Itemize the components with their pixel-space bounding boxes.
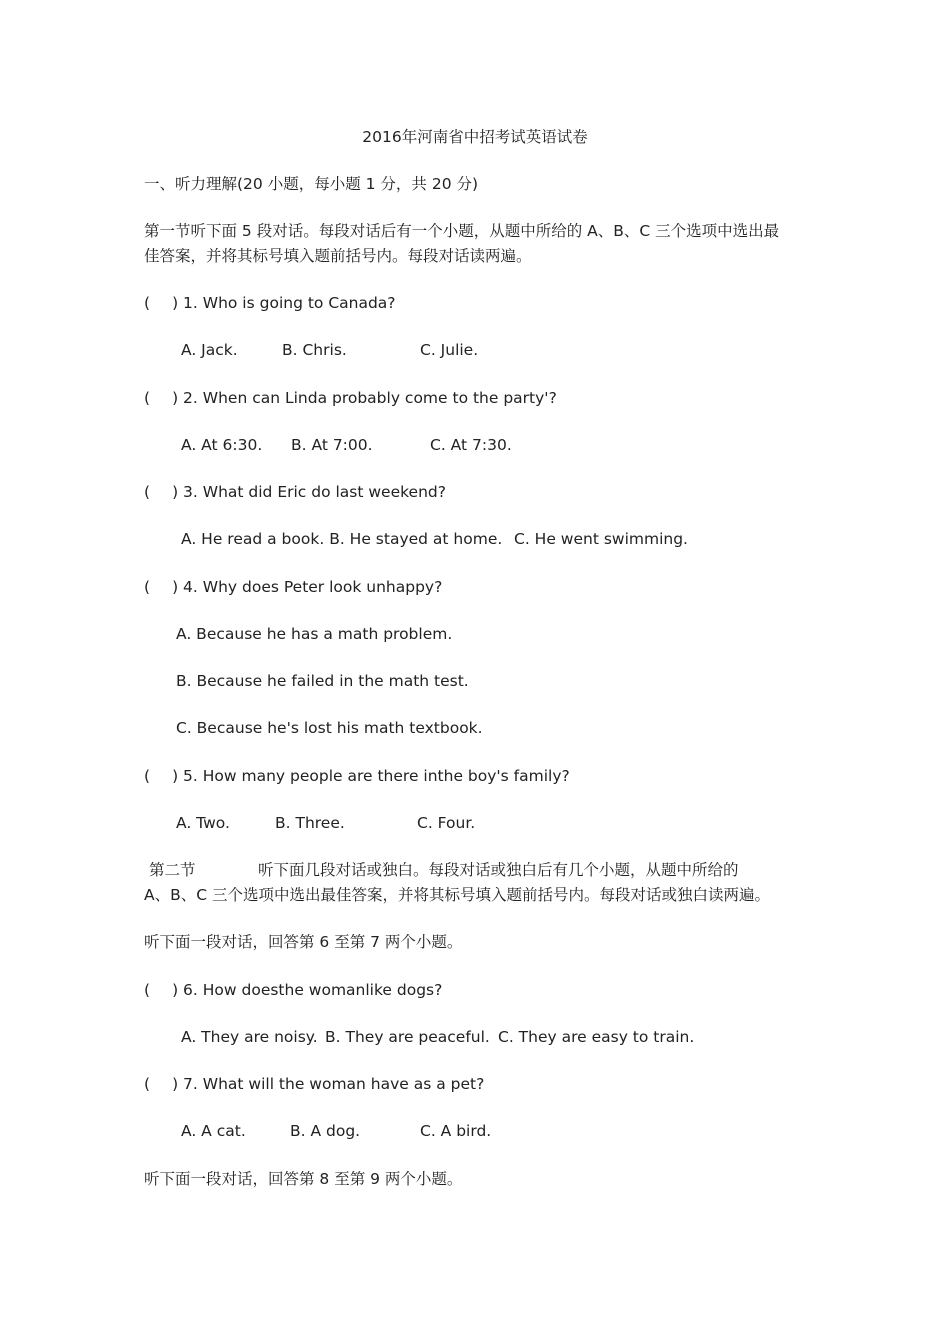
option-a: A. A cat. xyxy=(181,1122,246,1140)
question-2 xyxy=(144,386,557,410)
part1-instruction-line2: 佳答案，并将其标号填入题前括号内。每段对话读两遍。 xyxy=(144,247,532,265)
dialog-instruction-8-9: 听下面一段对话，回答第 8 至第 9 两个小题。 xyxy=(144,1170,463,1188)
answer-bracket-open: ( xyxy=(144,483,151,501)
part2-instruction-line2: A、B、C 三个选项中选出最佳答案，并将其标号填入题前括号内。每段对话或独白读两遍。 xyxy=(144,886,770,904)
page-title: 2016年河南省中招考试英语试卷 xyxy=(362,128,588,146)
option-b: B. A dog. xyxy=(290,1122,361,1140)
question-text: ) 5. How many people are there inthe boy's family? xyxy=(172,767,570,785)
option-c: C. Because he's lost his math textbook. xyxy=(176,719,483,737)
option-c: C. A bird. xyxy=(420,1122,492,1140)
option-b: B. At 7:00. xyxy=(291,436,373,454)
option-b: B. Because he failed in the math test. xyxy=(176,672,469,690)
question-7 xyxy=(144,1072,484,1096)
question-5 xyxy=(144,764,570,788)
question-4 xyxy=(144,575,442,599)
dialog-instruction-6-7: 听下面一段对话，回答第 6 至第 7 两个小题。 xyxy=(144,933,463,951)
option-c: C. They are easy to train. xyxy=(498,1028,695,1046)
part1-instruction-line1: 第一节听下面 5 段对话。每段对话后有一个小题，从题中所给的 A、B、C 三个选项中选出最 xyxy=(144,222,780,240)
option-c: C. At 7:30. xyxy=(430,436,512,454)
question-6 xyxy=(144,978,442,1002)
option-b: B. They are peaceful. xyxy=(325,1028,490,1046)
option-c: C. He went swimming. xyxy=(514,530,688,548)
answer-bracket-open: ( xyxy=(144,578,151,596)
question-text: ) 7. What will the woman have as a pet? xyxy=(172,1075,485,1093)
answer-bracket-open: ( xyxy=(144,767,151,785)
answer-bracket-open: ( xyxy=(144,1075,151,1093)
option-a: A. Jack. xyxy=(181,341,238,359)
answer-bracket-open: ( xyxy=(144,981,151,999)
option-a: A. At 6:30. xyxy=(181,436,263,454)
option-a-b: A. He read a book. B. He stayed at home. xyxy=(181,530,503,548)
option-c: C. Julie. xyxy=(420,341,479,359)
part2-instruction-text: 听下面几段对话或独白。每段对话或独白后有几个小题，从题中所给的 xyxy=(258,861,739,879)
option-a: A. They are noisy. xyxy=(181,1028,318,1046)
question-text: ) 4. Why does Peter look unhappy? xyxy=(172,578,443,596)
question-text: ) 3. What did Eric do last weekend? xyxy=(172,483,446,501)
question-3 xyxy=(144,480,446,504)
option-a: A. Because he has a math problem. xyxy=(176,625,453,643)
section-heading: 一、听力理解(20 小题，每小题 1 分，共 20 分) xyxy=(144,175,479,193)
option-c: C. Four. xyxy=(417,814,476,832)
answer-bracket-open: ( xyxy=(144,389,151,407)
question-text: ) 2. When can Linda probably come to the party'? xyxy=(172,389,557,407)
question-text: ) 1. Who is going to Canada? xyxy=(172,294,396,312)
option-a: A. Two. xyxy=(176,814,230,832)
question-text: ) 6. How doesthe womanlike dogs? xyxy=(172,981,443,999)
question-1 xyxy=(144,291,396,315)
answer-bracket-open: ( xyxy=(144,294,151,312)
option-b: B. Three. xyxy=(275,814,345,832)
option-b: B. Chris. xyxy=(282,341,347,359)
part2-label: 第二节 xyxy=(149,861,196,879)
